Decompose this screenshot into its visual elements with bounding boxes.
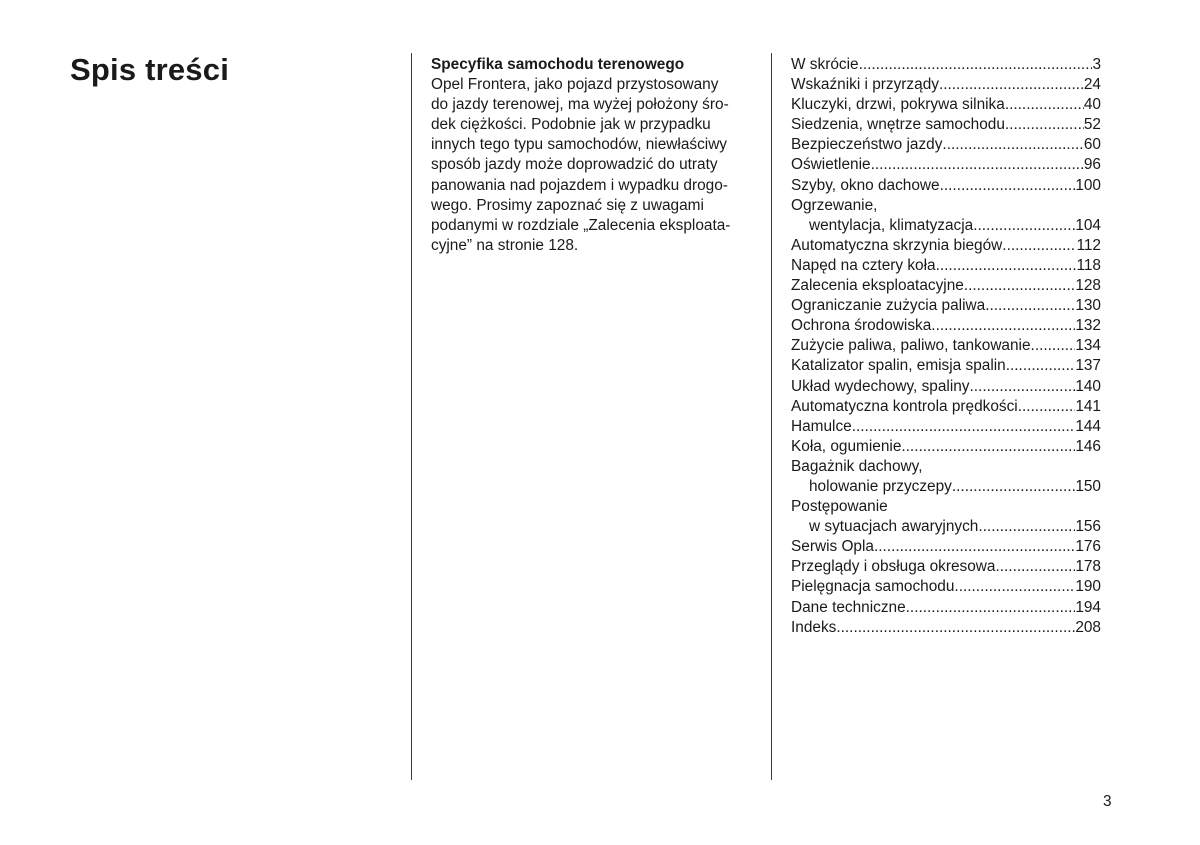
toc-label: Kluczyki, drzwi, pokrywa silnika	[791, 96, 1005, 114]
toc-page-number: 146	[1075, 437, 1101, 455]
toc-entry	[791, 417, 1101, 437]
toc-label: Dane techniczne	[791, 598, 906, 616]
toc-entry	[791, 557, 1101, 577]
toc-label: Katalizator spalin, emisja spalin	[791, 357, 1006, 375]
table-of-contents	[791, 55, 1101, 638]
toc-page-number: 144	[1075, 417, 1101, 435]
intro-line: sposób jazdy może doprowadzić do utraty	[431, 156, 718, 174]
toc-entry	[791, 95, 1101, 115]
toc-entry	[791, 316, 1101, 336]
toc-entry	[791, 618, 1101, 638]
toc-label: Hamulce	[791, 417, 852, 435]
toc-page-number: 118	[1076, 256, 1101, 274]
toc-entry-heading	[791, 457, 1101, 477]
toc-label: Siedzenia, wnętrze samochodu	[791, 116, 1005, 134]
intro-line: cyjne” na stronie 128.	[431, 236, 579, 254]
toc-entry	[791, 356, 1101, 376]
intro-line: podanymi w rozdziale „Zalecenia eksploata-	[431, 216, 731, 234]
page-number: 3	[1103, 793, 1112, 810]
toc-page-number: 208	[1075, 618, 1101, 636]
toc-label: Zużycie paliwa, paliwo, tankowanie	[791, 337, 1031, 355]
column-divider-right	[771, 53, 772, 780]
toc-dot-leader	[954, 577, 1075, 597]
toc-page-number: 130	[1075, 297, 1101, 315]
intro-line: innych tego typu samochodów, niewłaściwy	[431, 136, 727, 154]
toc-label: Ograniczanie zużycia paliwa	[791, 297, 986, 315]
toc-page-number: 134	[1075, 337, 1101, 355]
toc-page-number: 140	[1075, 377, 1101, 395]
toc-page-number: 40	[1083, 96, 1101, 114]
toc-entry	[791, 276, 1101, 296]
toc-page-number: 194	[1075, 598, 1101, 616]
toc-label: Ogrzewanie,	[791, 196, 878, 214]
toc-label: Postępowanie	[791, 498, 888, 516]
toc-page-number: 141	[1075, 397, 1101, 415]
toc-label: Pielęgnacja samochodu	[791, 578, 955, 596]
toc-dot-leader	[978, 517, 1075, 537]
intro-line: panowania nad pojazdem i wypadku drogo-	[431, 176, 728, 194]
toc-entry	[791, 577, 1101, 597]
toc-dot-leader	[859, 55, 1093, 75]
toc-page-number: 96	[1083, 156, 1101, 174]
toc-page-number: 24	[1083, 76, 1101, 94]
toc-page-number: 128	[1075, 277, 1101, 295]
toc-page-number: 60	[1083, 136, 1101, 154]
intro-line: dek ciężkości. Podobnie jak w przypadku	[431, 116, 711, 134]
toc-entry	[791, 176, 1101, 196]
toc-dot-leader	[940, 176, 1076, 196]
toc-dot-leader	[931, 316, 1075, 336]
toc-page-number: 3	[1092, 56, 1101, 73]
toc-label: Przeglądy i obsługa okresowa	[791, 558, 996, 576]
intro-note	[431, 55, 756, 256]
toc-page-number: 104	[1075, 216, 1101, 234]
toc-dot-leader	[995, 557, 1075, 577]
toc-label: W skrócie	[791, 56, 859, 73]
toc-label: Serwis Opla	[791, 538, 874, 556]
toc-dot-leader	[1005, 115, 1084, 135]
toc-page-number: 156	[1075, 518, 1101, 536]
toc-entry	[791, 256, 1101, 276]
toc-entry	[791, 537, 1101, 557]
toc-dot-leader	[970, 377, 1076, 397]
toc-label: holowanie przyczepy	[809, 477, 952, 495]
toc-entry	[791, 377, 1101, 397]
toc-entry	[791, 135, 1101, 155]
toc-label: wentylacja, klimatyzacja	[809, 216, 974, 234]
toc-dot-leader	[1018, 397, 1076, 417]
toc-entry	[791, 115, 1101, 135]
toc-entry	[791, 336, 1101, 356]
toc-page-number: 137	[1075, 357, 1101, 375]
toc-label: Indeks	[791, 618, 837, 636]
intro-heading: Specyfika samochodu terenowego	[431, 56, 685, 73]
toc-dot-leader	[1031, 336, 1076, 356]
toc-entry	[791, 236, 1101, 256]
toc-page-number: 178	[1075, 558, 1101, 576]
toc-dot-leader	[836, 618, 1075, 638]
toc-dot-leader	[939, 75, 1084, 95]
toc-entry	[791, 155, 1101, 175]
toc-label: Bagażnik dachowy,	[791, 457, 923, 475]
toc-dot-leader	[936, 256, 1077, 276]
page-title: Spis treści	[70, 52, 230, 87]
toc-label: Koła, ogumienie	[791, 437, 902, 455]
toc-dot-leader	[985, 296, 1075, 316]
toc-entry	[791, 296, 1101, 316]
toc-page-number: 132	[1075, 317, 1101, 335]
toc-dot-leader	[871, 155, 1084, 175]
toc-dot-leader	[964, 276, 1075, 296]
toc-label: Ochrona środowiska	[791, 317, 932, 335]
toc-entry	[791, 55, 1101, 75]
toc-entry	[791, 517, 1101, 537]
toc-label: Układ wydechowy, spaliny	[791, 377, 970, 395]
toc-label: w sytuacjach awaryjnych	[809, 518, 979, 536]
toc-label: Automatyczna skrzynia biegów	[791, 236, 1003, 254]
toc-page-number: 100	[1075, 176, 1101, 194]
toc-entry	[791, 598, 1101, 618]
toc-entry	[791, 397, 1101, 417]
toc-dot-leader	[906, 598, 1076, 618]
toc-label: Wskaźniki i przyrządy	[791, 76, 939, 94]
toc-entry-heading	[791, 196, 1101, 216]
toc-entry-heading	[791, 497, 1101, 517]
toc-entry	[791, 477, 1101, 497]
toc-entry	[791, 437, 1101, 457]
toc-label: Napęd na cztery koła	[791, 256, 936, 274]
toc-dot-leader	[942, 135, 1083, 155]
intro-line: wego. Prosimy zapoznać się z uwagami	[431, 196, 704, 214]
toc-entry	[791, 75, 1101, 95]
intro-body	[431, 75, 756, 256]
intro-line: Opel Frontera, jako pojazd przystosowany	[431, 76, 719, 94]
toc-label: Bezpieczeństwo jazdy	[791, 136, 943, 154]
toc-dot-leader	[952, 477, 1075, 497]
toc-page-number: 176	[1075, 538, 1101, 556]
toc-page-number: 112	[1076, 236, 1101, 254]
toc-dot-leader	[901, 437, 1075, 457]
toc-dot-leader	[973, 216, 1075, 236]
toc-dot-leader	[852, 417, 1076, 437]
toc-page-number: 190	[1075, 578, 1101, 596]
intro-line: do jazdy terenowej, ma wyżej położony śro-	[431, 96, 729, 114]
toc-label: Automatyczna kontrola prędkości	[791, 397, 1018, 415]
toc-page-number: 52	[1083, 116, 1101, 134]
toc-label: Szyby, okno dachowe	[791, 176, 940, 194]
toc-dot-leader	[1006, 356, 1076, 376]
toc-label: Zalecenia eksploatacyjne	[791, 277, 964, 295]
column-divider-left	[411, 53, 412, 780]
toc-dot-leader	[874, 537, 1075, 557]
toc-dot-leader	[1002, 236, 1076, 256]
toc-entry	[791, 216, 1101, 236]
toc-dot-leader	[1005, 95, 1084, 115]
toc-page-number: 150	[1075, 477, 1101, 495]
toc-label: Oświetlenie	[791, 156, 871, 174]
